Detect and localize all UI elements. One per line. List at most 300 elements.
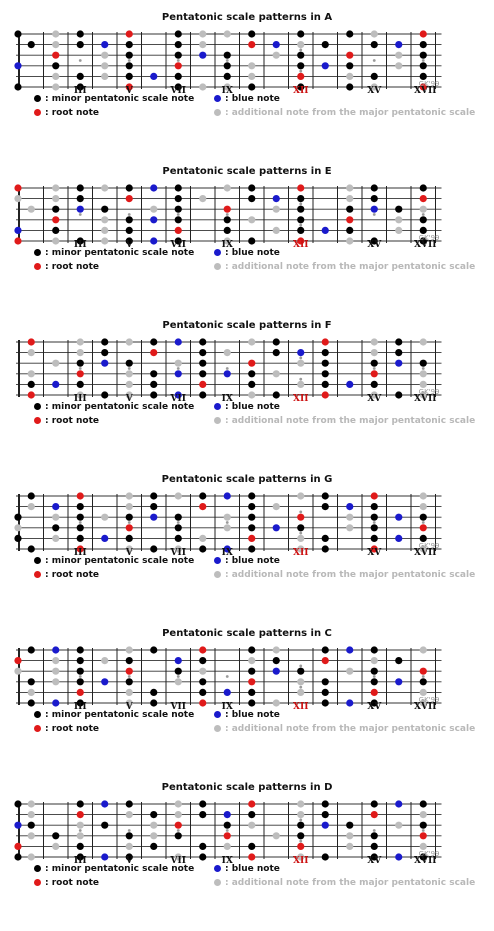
additional-note xyxy=(28,853,35,860)
minor-note xyxy=(420,52,427,59)
minor-note xyxy=(297,52,304,59)
legend-label-blue: : blue note xyxy=(225,864,280,874)
additional-note xyxy=(52,360,59,367)
fret-number-label: XVII xyxy=(414,394,437,402)
additional-note xyxy=(420,689,427,696)
blue-note xyxy=(297,349,304,356)
legend-label-additional: : additional note from the major pentatonic scale xyxy=(225,262,476,272)
minor-note xyxy=(346,83,353,90)
inlay-marker xyxy=(128,367,131,370)
minor-note xyxy=(150,811,157,818)
additional-note xyxy=(175,492,182,499)
root-note xyxy=(322,338,329,345)
root-note xyxy=(77,492,84,499)
legend-label-blue: : blue note xyxy=(225,710,280,720)
inlay-marker xyxy=(299,203,302,206)
root-note xyxy=(175,822,182,829)
minor-note xyxy=(420,227,427,234)
legend-dot-root xyxy=(34,571,41,578)
blue-note xyxy=(224,811,231,818)
minor-note xyxy=(175,668,182,675)
panel-title: Pentatonic scale patterns in C xyxy=(162,628,332,639)
additional-note xyxy=(101,227,108,234)
minor-note xyxy=(28,678,35,685)
minor-note xyxy=(101,206,108,213)
blue-note xyxy=(52,381,59,388)
minor-note xyxy=(322,349,329,356)
minor-note xyxy=(395,391,402,398)
additional-note xyxy=(199,41,206,48)
root-note xyxy=(346,52,353,59)
panel-title: Pentatonic scale patterns in D xyxy=(161,782,333,793)
root-note xyxy=(199,646,206,653)
minor-note xyxy=(322,646,329,653)
legend-label-minor: : minor pentatonic scale note xyxy=(45,864,195,874)
minor-note xyxy=(248,545,255,552)
minor-note xyxy=(199,853,206,860)
fret-number-label: IX xyxy=(221,702,233,710)
blue-note xyxy=(101,678,108,685)
minor-note xyxy=(150,338,157,345)
inlay-marker xyxy=(177,829,180,832)
minor-note xyxy=(371,524,378,531)
additional-note xyxy=(28,370,35,377)
minor-note xyxy=(322,503,329,510)
inlay-marker xyxy=(299,686,302,689)
minor-note xyxy=(248,83,255,90)
root-note xyxy=(371,811,378,818)
additional-note xyxy=(297,381,304,388)
root-note xyxy=(126,524,133,531)
blue-note xyxy=(175,370,182,377)
signature-text: GK'99 xyxy=(418,542,440,550)
additional-note xyxy=(52,30,59,37)
legend-item-root xyxy=(34,108,99,118)
fret-number-label: IX xyxy=(221,856,233,864)
minor-note xyxy=(199,689,206,696)
additional-note xyxy=(346,832,353,839)
additional-note xyxy=(52,843,59,850)
minor-note xyxy=(14,800,21,807)
legend-label-additional: : additional note from the major pentatonic scale xyxy=(225,724,476,734)
minor-note xyxy=(150,646,157,653)
additional-note xyxy=(52,195,59,202)
minor-note xyxy=(371,184,378,191)
minor-note xyxy=(101,391,108,398)
minor-note xyxy=(371,503,378,510)
minor-note xyxy=(248,503,255,510)
minor-note xyxy=(199,545,206,552)
minor-note xyxy=(175,514,182,521)
legend xyxy=(0,248,494,278)
minor-note xyxy=(371,73,378,80)
additional-note xyxy=(346,843,353,850)
blue-note xyxy=(273,41,280,48)
minor-note xyxy=(150,843,157,850)
root-note xyxy=(77,811,84,818)
blue-note xyxy=(150,216,157,223)
inlay-marker xyxy=(299,378,302,381)
fret-number-label: V xyxy=(125,240,133,248)
legend-label-root: : root note xyxy=(45,262,99,272)
legend-item-blue xyxy=(214,864,280,874)
minor-note xyxy=(273,391,280,398)
fret-number-label: XV xyxy=(367,240,382,248)
inlay-marker xyxy=(373,675,376,678)
minor-note xyxy=(101,338,108,345)
minor-note xyxy=(28,699,35,706)
inlay-marker xyxy=(226,675,229,678)
inlay-marker xyxy=(299,224,302,227)
blue-note xyxy=(224,689,231,696)
minor-note xyxy=(420,360,427,367)
minor-note xyxy=(297,216,304,223)
minor-note xyxy=(248,668,255,675)
legend-label-blue: : blue note xyxy=(225,402,280,412)
blue-note xyxy=(199,52,206,59)
legend-item-root xyxy=(34,262,99,272)
minor-note xyxy=(77,503,84,510)
root-note xyxy=(175,62,182,69)
scale-panel xyxy=(0,166,494,286)
additional-note xyxy=(273,370,280,377)
inlay-marker xyxy=(422,213,425,216)
additional-note xyxy=(126,503,133,510)
legend-label-blue: : blue note xyxy=(225,94,280,104)
inlay-marker xyxy=(373,521,376,524)
root-note xyxy=(420,30,427,37)
minor-note xyxy=(126,216,133,223)
additional-note xyxy=(126,646,133,653)
minor-note xyxy=(77,678,84,685)
inlay-marker xyxy=(422,829,425,832)
blue-note xyxy=(101,41,108,48)
additional-note xyxy=(395,62,402,69)
inlay-marker xyxy=(79,213,82,216)
panel-title: Pentatonic scale patterns in E xyxy=(162,166,332,177)
additional-note xyxy=(224,30,231,37)
blue-note xyxy=(395,853,402,860)
minor-note xyxy=(150,699,157,706)
fret-number-label: XII xyxy=(293,240,309,248)
minor-note xyxy=(199,492,206,499)
blue-note xyxy=(150,73,157,80)
minor-note xyxy=(297,30,304,37)
legend-item-minor xyxy=(34,94,194,104)
additional-note xyxy=(346,514,353,521)
minor-note xyxy=(150,370,157,377)
minor-note xyxy=(77,41,84,48)
minor-note xyxy=(322,370,329,377)
additional-note xyxy=(126,492,133,499)
legend-label-minor: : minor pentatonic scale note xyxy=(45,402,195,412)
minor-note xyxy=(28,646,35,653)
legend-dot-minor xyxy=(34,711,41,718)
fret-number-label: III xyxy=(73,856,87,864)
additional-note xyxy=(395,822,402,829)
fret-number-label: V xyxy=(125,702,133,710)
minor-note xyxy=(248,381,255,388)
additional-note xyxy=(150,206,157,213)
blue-note xyxy=(224,492,231,499)
additional-note xyxy=(77,832,84,839)
blue-note xyxy=(371,206,378,213)
blue-note xyxy=(175,338,182,345)
additional-note xyxy=(273,832,280,839)
minor-note xyxy=(297,206,304,213)
additional-note xyxy=(199,30,206,37)
inlay-marker xyxy=(373,367,376,370)
scale-panel xyxy=(0,12,494,132)
root-note xyxy=(150,349,157,356)
additional-note xyxy=(52,657,59,664)
root-note xyxy=(297,184,304,191)
fret-number-label: XVII xyxy=(414,86,437,94)
signature-text: GK'99 xyxy=(418,850,440,858)
legend-label-root: : root note xyxy=(45,724,99,734)
blue-note xyxy=(14,62,21,69)
minor-note xyxy=(346,822,353,829)
additional-note xyxy=(395,227,402,234)
legend-dot-blue xyxy=(214,95,221,102)
minor-note xyxy=(371,514,378,521)
inlay-marker xyxy=(226,213,229,216)
additional-note xyxy=(126,381,133,388)
legend-dot-root xyxy=(34,879,41,886)
minor-note xyxy=(175,216,182,223)
root-note xyxy=(224,832,231,839)
root-note xyxy=(126,30,133,37)
additional-note xyxy=(28,800,35,807)
minor-note xyxy=(322,535,329,542)
additional-note xyxy=(248,338,255,345)
minor-note xyxy=(199,360,206,367)
root-note xyxy=(175,227,182,234)
additional-note xyxy=(273,206,280,213)
additional-note xyxy=(224,349,231,356)
minor-note xyxy=(248,492,255,499)
blue-note xyxy=(273,668,280,675)
minor-note xyxy=(346,30,353,37)
fretboard xyxy=(0,642,494,710)
additional-note xyxy=(420,843,427,850)
root-note xyxy=(52,216,59,223)
root-note xyxy=(248,678,255,685)
fret-number-label: III xyxy=(73,548,87,556)
additional-note xyxy=(175,360,182,367)
root-note xyxy=(14,184,21,191)
signature-text: GK'99 xyxy=(418,388,440,396)
fret-number-label: IX xyxy=(221,394,233,402)
additional-note xyxy=(371,30,378,37)
additional-note xyxy=(28,832,35,839)
minor-note xyxy=(371,41,378,48)
minor-note xyxy=(28,41,35,48)
minor-note xyxy=(126,800,133,807)
fret-number-label: XII xyxy=(293,702,309,710)
legend-label-minor: : minor pentatonic scale note xyxy=(45,710,195,720)
legend-dot-blue xyxy=(214,711,221,718)
minor-note xyxy=(77,73,84,80)
fret-number-label: XII xyxy=(293,86,309,94)
root-note xyxy=(371,370,378,377)
minor-note xyxy=(126,227,133,234)
additional-note xyxy=(297,800,304,807)
blue-note xyxy=(150,514,157,521)
legend xyxy=(0,94,494,124)
blue-note xyxy=(150,184,157,191)
minor-note xyxy=(101,349,108,356)
minor-note xyxy=(199,678,206,685)
blue-note xyxy=(395,800,402,807)
inlay-marker xyxy=(177,213,180,216)
legend xyxy=(0,556,494,586)
additional-note xyxy=(248,73,255,80)
additional-note xyxy=(14,668,21,675)
minor-note xyxy=(248,646,255,653)
additional-note xyxy=(199,195,206,202)
minor-note xyxy=(248,184,255,191)
legend-label-additional: : additional note from the major pentatonic scale xyxy=(225,416,476,426)
legend-item-additional xyxy=(214,108,475,118)
minor-note xyxy=(371,678,378,685)
legend-label-root: : root note xyxy=(45,878,99,888)
minor-note xyxy=(371,195,378,202)
additional-note xyxy=(346,195,353,202)
blue-note xyxy=(395,514,402,521)
panel-title: Pentatonic scale patterns in G xyxy=(161,474,333,485)
inlay-marker xyxy=(226,829,229,832)
minor-note xyxy=(126,678,133,685)
additional-note xyxy=(101,657,108,664)
additional-note xyxy=(420,811,427,818)
additional-note xyxy=(273,503,280,510)
root-note xyxy=(322,657,329,664)
legend-dot-minor xyxy=(34,865,41,872)
fret-number-label: XV xyxy=(367,86,382,94)
minor-note xyxy=(395,657,402,664)
fret-number-label: XII xyxy=(293,856,309,864)
minor-note xyxy=(420,184,427,191)
additional-note xyxy=(28,206,35,213)
additional-note xyxy=(224,184,231,191)
fret-number-label: XV xyxy=(367,856,382,864)
minor-note xyxy=(248,237,255,244)
minor-note xyxy=(322,800,329,807)
additional-note xyxy=(126,370,133,377)
fret-number-label: XVII xyxy=(414,702,437,710)
minor-note xyxy=(77,843,84,850)
minor-note xyxy=(248,811,255,818)
fret-number-label: VII xyxy=(170,856,186,864)
minor-note xyxy=(248,843,255,850)
legend-dot-minor xyxy=(34,95,41,102)
inlay-marker xyxy=(299,357,302,360)
legend-item-minor xyxy=(34,710,194,720)
legend-item-additional xyxy=(214,570,475,580)
minor-note xyxy=(77,195,84,202)
panel-title: Pentatonic scale patterns in F xyxy=(162,320,332,331)
fret-number-label: VII xyxy=(170,240,186,248)
fret-number-label: V xyxy=(125,394,133,402)
legend-label-blue: : blue note xyxy=(225,248,280,258)
minor-note xyxy=(248,689,255,696)
minor-note xyxy=(199,349,206,356)
minor-note xyxy=(77,514,84,521)
additional-note xyxy=(420,492,427,499)
legend-label-additional: : additional note from the major pentatonic scale xyxy=(225,878,476,888)
minor-note xyxy=(224,62,231,69)
inlay-marker xyxy=(79,829,82,832)
minor-note xyxy=(77,381,84,388)
additional-note xyxy=(28,503,35,510)
additional-note xyxy=(248,657,255,664)
legend-label-minor: : minor pentatonic scale note xyxy=(45,248,195,258)
blue-note xyxy=(224,370,231,377)
additional-note xyxy=(346,668,353,675)
legend-dot-blue xyxy=(214,557,221,564)
blue-note xyxy=(346,699,353,706)
blue-note xyxy=(101,360,108,367)
minor-note xyxy=(52,206,59,213)
additional-note xyxy=(346,73,353,80)
root-note xyxy=(52,52,59,59)
additional-note xyxy=(101,52,108,59)
minor-note xyxy=(77,30,84,37)
legend-label-root: : root note xyxy=(45,416,99,426)
root-note xyxy=(199,381,206,388)
legend-dot-root xyxy=(34,725,41,732)
minor-note xyxy=(224,52,231,59)
minor-note xyxy=(77,646,84,653)
root-note xyxy=(28,391,35,398)
minor-note xyxy=(150,689,157,696)
additional-note xyxy=(150,822,157,829)
fret-number-label: IX xyxy=(221,548,233,556)
legend-label-minor: : minor pentatonic scale note xyxy=(45,556,195,566)
minor-note xyxy=(77,535,84,542)
root-note xyxy=(248,800,255,807)
blue-note xyxy=(52,699,59,706)
minor-note xyxy=(420,800,427,807)
inlay-marker xyxy=(177,59,180,62)
blue-note xyxy=(150,237,157,244)
fret-number-label: XVII xyxy=(414,548,437,556)
additional-note xyxy=(14,195,21,202)
legend-dot-minor xyxy=(34,249,41,256)
legend-item-root xyxy=(34,724,99,734)
minor-note xyxy=(297,668,304,675)
additional-note xyxy=(297,689,304,696)
additional-note xyxy=(371,338,378,345)
fret-number-label: IX xyxy=(221,240,233,248)
additional-note xyxy=(420,206,427,213)
additional-note xyxy=(297,41,304,48)
minor-note xyxy=(297,832,304,839)
minor-note xyxy=(126,657,133,664)
root-note xyxy=(420,524,427,531)
legend-item-blue xyxy=(214,94,280,104)
signature-text: GK'99 xyxy=(418,696,440,704)
minor-note xyxy=(224,227,231,234)
legend-dot-additional xyxy=(214,571,221,578)
minor-note xyxy=(248,30,255,37)
legend-dot-root xyxy=(34,263,41,270)
blue-note xyxy=(395,41,402,48)
fretboard xyxy=(0,26,494,94)
minor-note xyxy=(52,524,59,531)
minor-note xyxy=(14,30,21,37)
